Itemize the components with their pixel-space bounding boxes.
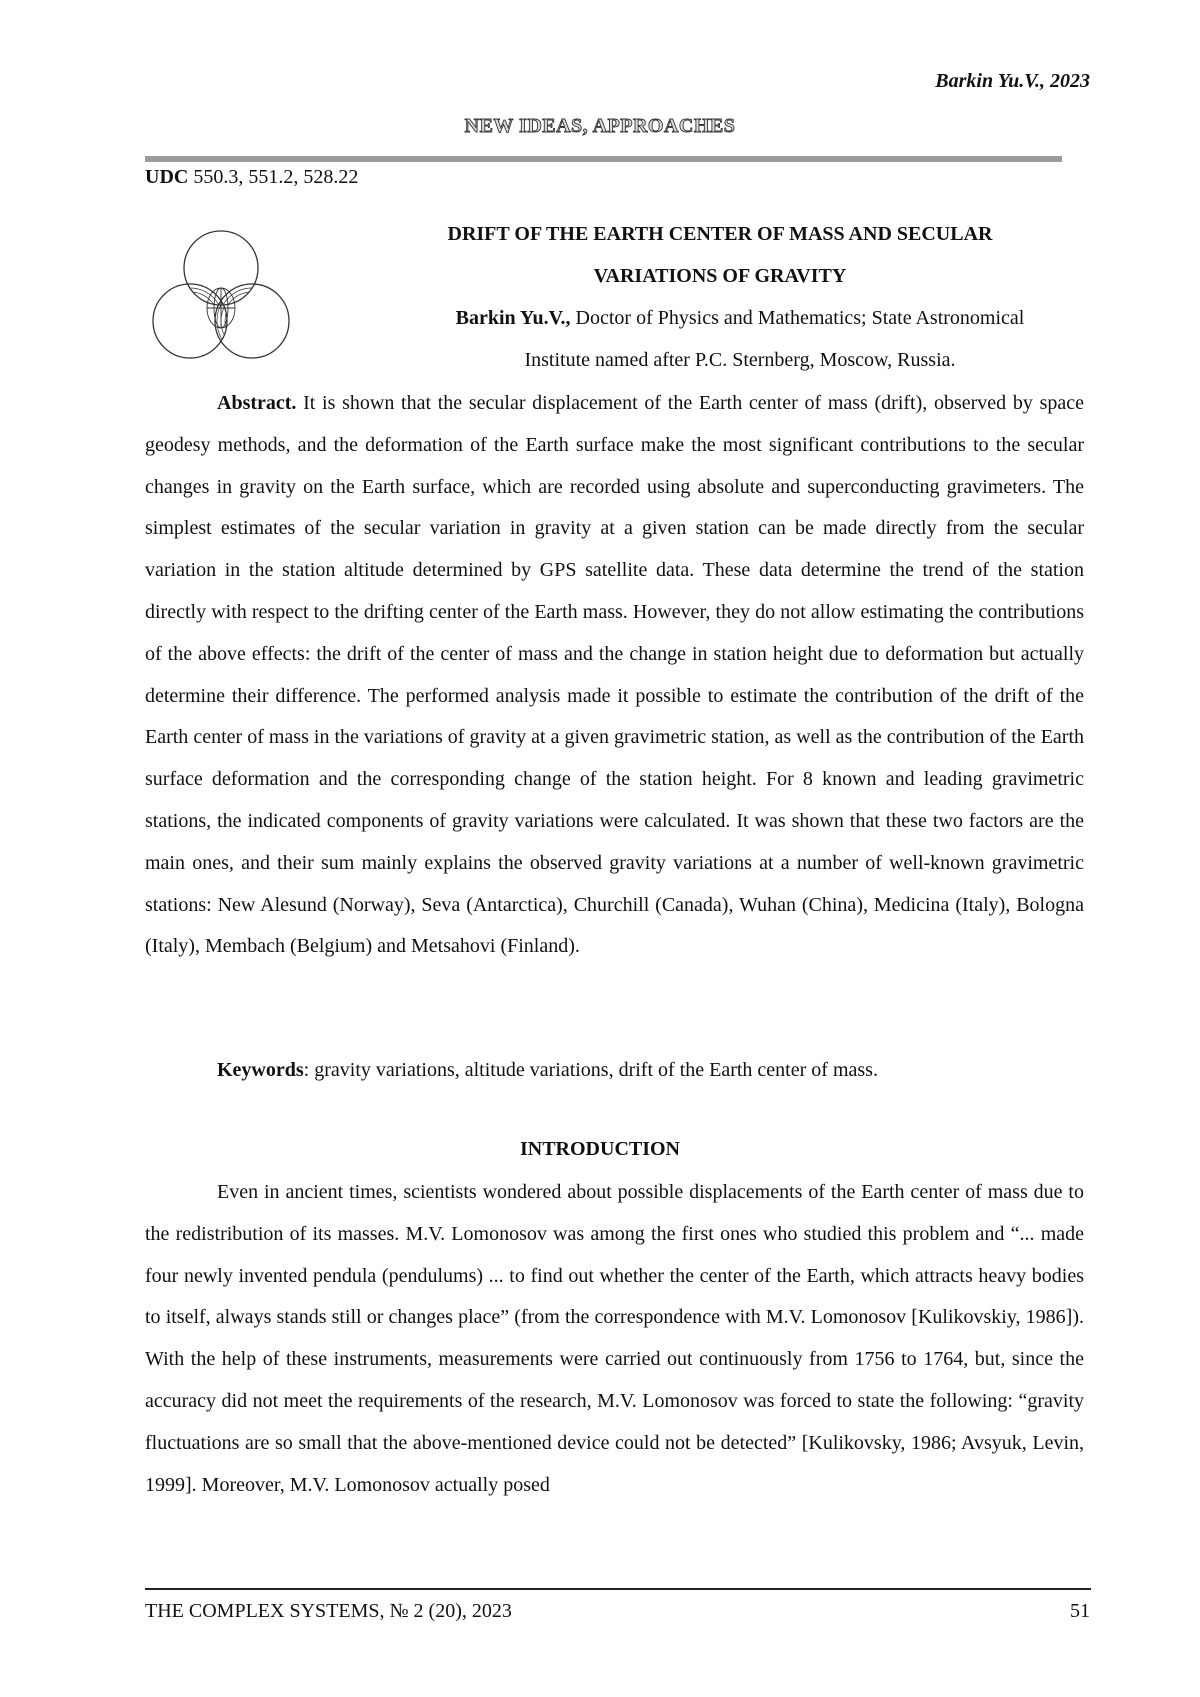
section-divider [145,156,1062,162]
abstract-paragraph [145,383,1084,968]
keywords-paragraph [145,1050,1084,1092]
keywords-text: : gravity variations, altitude variations, drift of the Earth center of mass. [303,1059,878,1081]
introduction-text: Even in ancient times, scientists wondered about possible displacements of the Earth center of mass due to the redistribution of its masses. M.V. Lomonosov was among the first ones who studied this problem and “... made four newly invented pendula (pendulums) ... to find out whether the center of the Earth, which attracts heavy bodies to itself, always stands still or changes place” (from the correspondence with M.V. Lomonosov [Kulikovskiy, 1986]). With the help of these instruments, measurements were carried out continuously from 1756 to 1764, but, since the accuracy did not meet the requirements of the research, M.V. Lomonosov was forced to state the following: “gravity fluctuations are so small that the above-mentioned device could not be detected” [Kulikovsky, 1986; Avsyuk, Levin, 1999]. Moreover, M.V. Lomonosov actually posed [145,1181,1084,1496]
introduction-heading: INTRODUCTION [519,1138,681,1160]
article-title-line-2: VARIATIONS OF GRAVITY [593,265,847,287]
udc-label: UDC [145,166,189,188]
udc-line [145,166,358,189]
affiliation-line-1: Doctor of Physics and Mathematics; State Astronomical [570,307,1025,329]
journal-citation: THE COMPLEX SYSTEMS, № 2 (20), 2023 [145,1600,512,1622]
page-number: 51 [1070,1600,1090,1622]
abstract-label: Abstract. [217,392,297,414]
affiliation-line-2: Institute named after P.C. Sternberg, Moscow, Russia. [524,349,956,371]
keywords-label: Keywords [217,1059,304,1081]
abstract-text: It is shown that the secular displacement of the Earth center of mass (drift), observed by space geodesy methods, and the deformation of the Earth surface make the most significant contributions to the secular changes in gravity on the Earth surface, which are recorded using absolute and superconducting gravimeters. The simplest estimates of the secular variation in gravity at a given station can be made directly from the secular variation in the station altitude determined by GPS satellite data. These data determine the trend of the station directly with respect to the drifting center of the Earth mass. However, they do not allow estimating the contributions of the above effects: the drift of the center of mass and the change in station height due to deformation but actually determine their difference. The performed analysis made it possible to estimate the contribution of the drift of the Earth center of mass in the variations of gravity at a given gravimetric station, as well as the contribution of the Earth surface deformation and the corresponding change of the station height. For 8 known and leading gravimetric stations, the indicated components of gravity variations were calculated. It was shown that these two factors are the main ones, and their sum mainly explains the observed gravity variations at a number of well-known gravimetric stations: New Alesund (Norway), Seva (Antarctica), Churchill (Canada), Wuhan (China), Medicina (Italy), Bologna (Italy), Membach (Belgium) and Metsahovi (Finland). [145,392,1084,958]
running-author: Barkin Yu.V., 2023 [935,70,1090,92]
udc-value: 550.3, 551.2, 528.22 [188,166,359,188]
journal-logo-icon [145,226,297,376]
section-heading: NEW IDEAS, APPROACHES [464,115,736,137]
article-title-line-1: DRIFT OF THE EARTH CENTER OF MASS AND SECULAR [447,223,993,245]
author-affiliation [390,307,1090,330]
author-name: Barkin Yu.V., [455,307,571,329]
introduction-paragraph [145,1172,1084,1506]
footer-divider [145,1588,1091,1590]
